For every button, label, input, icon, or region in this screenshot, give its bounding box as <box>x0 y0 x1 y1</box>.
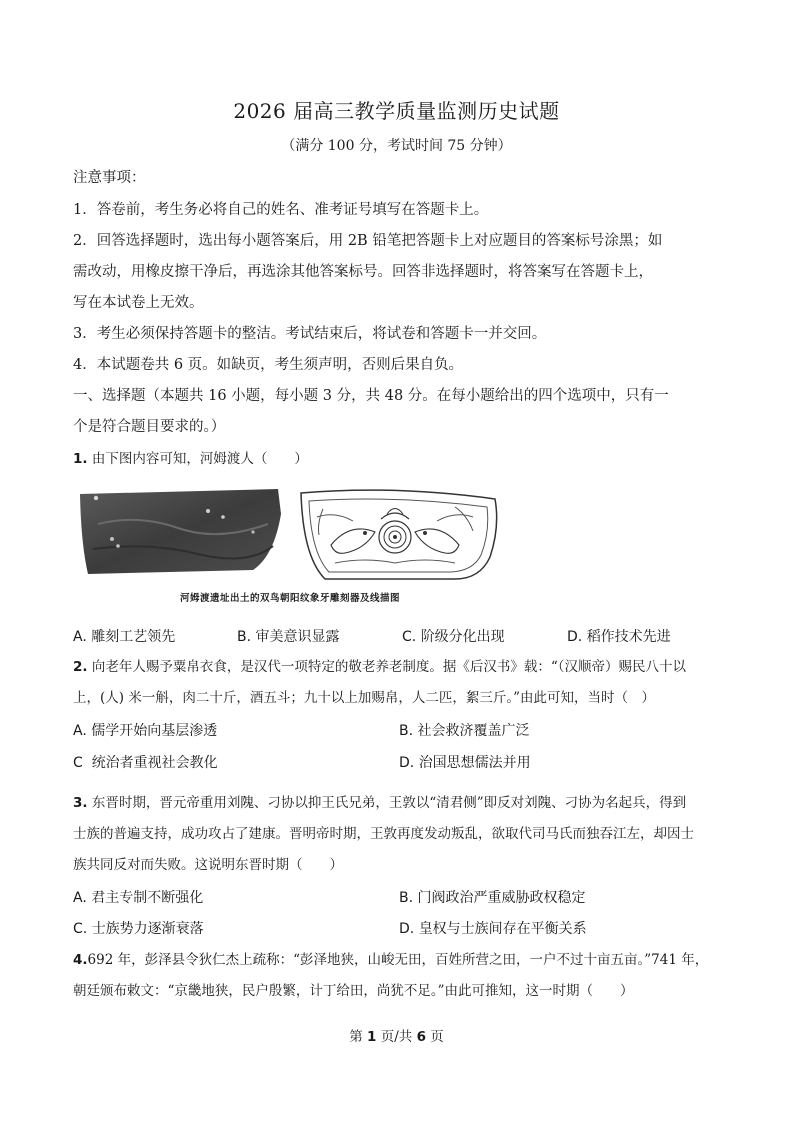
page-subtitle: （满分 100 分，考试时间 75 分钟） <box>281 138 512 154</box>
question-3 <box>73 793 723 813</box>
option-text: 治国思想儒法并用 <box>418 755 531 771</box>
q3-option-a[interactable] <box>73 887 203 907</box>
page-footer <box>0 1025 793 1045</box>
notice-item-3: 3．考生必须保持答题卡的整洁。考试结束后，将试卷和答题卡一并交回。 <box>73 326 547 342</box>
option-label: A. <box>73 723 87 739</box>
section-heading: 一、选择题（本题共 16 小题，每小题 3 分，共 48 分。在每小题给出的四个选项中，只有一 <box>73 388 669 404</box>
q1-option-d[interactable] <box>567 626 671 646</box>
page-title: 2026 届高三教学质量监测历史试题 <box>233 99 560 123</box>
option-label: A. <box>73 629 87 645</box>
q1-option-b[interactable] <box>237 626 340 646</box>
q3-option-b[interactable] <box>399 887 586 907</box>
q2-option-a[interactable] <box>73 720 217 740</box>
notice-item-1: 1．答卷前，考生务必将自己的姓名、准考证号填写在答题卡上。 <box>73 202 489 218</box>
notice-item-2-cont: 需改动，用橡皮擦干净后，再选涂其他答案标号。回答非选择题时，将答案写在答题卡上， <box>73 264 653 280</box>
q1-option-a[interactable] <box>73 626 175 646</box>
footer-text: 页/共 <box>376 1029 417 1045</box>
footer-text: 第 <box>349 1029 368 1045</box>
footer-text: 页 <box>425 1029 444 1045</box>
option-text: 阶级分化出现 <box>420 629 505 645</box>
option-label: C. <box>73 921 88 937</box>
notice-heading: 注意事项： <box>73 170 146 186</box>
current-page-number: 1 <box>367 1029 377 1045</box>
option-label: A. <box>73 890 87 906</box>
option-label: D. <box>399 755 415 771</box>
question-stem: 692 年，彭泽县令狄仁杰上疏称：“彭泽地狭，山峻无田，百姓所营之田，一户不过十亩五亩。”741 年， <box>87 952 709 968</box>
q2-option-d[interactable] <box>399 752 531 772</box>
option-text: 皇权与士族间存在平衡关系 <box>418 921 587 937</box>
total-page-count: 6 <box>416 1029 426 1045</box>
option-label: B. <box>237 629 252 645</box>
notice-item-4: 4．本试题卷共 6 页。如缺页，考生须声明，否则后果自负。 <box>73 357 464 373</box>
option-label: C <box>73 755 83 771</box>
question-3-end: 族共同反对而失败。这说明东晋时期（ ） <box>73 857 343 873</box>
q2-option-c[interactable] <box>73 752 218 772</box>
question-number: 3. <box>73 795 88 811</box>
question-number: 1. <box>73 451 88 467</box>
question-2 <box>73 657 723 677</box>
question-4-cont: 朝廷颁布敕文：“京畿地狭，民户殷繁，计丁给田，尚犹不足。”由此可推知，这一时期（ ） <box>73 983 634 999</box>
question-2-cont: 上，(人) 米一斛，肉二十斤，酒五斗；九十以上加赐帛，人二匹，絮三斤。”由此可知，当时（ ） <box>73 690 655 706</box>
question-4 <box>73 950 723 970</box>
section-heading-cont: 个是符合题目要求的。） <box>73 419 226 435</box>
option-text: 儒学开始向基层渗透 <box>91 723 218 739</box>
q1-option-c[interactable] <box>402 626 505 646</box>
option-text: 雕刻工艺领先 <box>91 629 176 645</box>
option-text: 统治者重视社会教化 <box>91 755 218 771</box>
question-stem: 向老年人赐予粟帛衣食，是汉代一项特定的敬老养老制度。据《后汉书》载：“（汉顺帝）赐民八十以 <box>87 659 686 675</box>
question-3-cont: 士族的普遍支持，成功攻占了建康。晋明帝时期，王敦再度发动叛乱，欲取代司马氏而独吞江左，却因士 <box>73 826 694 842</box>
option-label: D. <box>399 921 415 937</box>
notice-item-2-end: 写在本试卷上无效。 <box>73 295 204 311</box>
question-stem: 由下图内容可知，河姆渡人（ ） <box>87 451 308 467</box>
option-text: 士族势力逐渐衰落 <box>91 921 204 937</box>
option-text: 稻作技术先进 <box>586 629 671 645</box>
notice-item-2: 2．回答选择题时，选出每小题答案后，用 2B 铅笔把答题卡上对应题目的答案标号涂黑；如 <box>73 233 663 249</box>
option-label: D. <box>567 629 583 645</box>
question-1 <box>73 449 723 469</box>
q3-option-d[interactable] <box>399 918 587 938</box>
question-number: 4. <box>73 952 88 968</box>
question-number: 2. <box>73 659 88 675</box>
ivory-carving-photo <box>78 484 283 579</box>
option-label: B. <box>399 723 414 739</box>
question-stem: 东晋时期，晋元帝重用刘隗、刁协以抑王氏兄弟，王敦以“清君侧”即反对刘隗、刁协为名起兵，得到 <box>87 795 687 811</box>
option-label: B. <box>399 890 414 906</box>
option-text: 社会救济覆盖广泛 <box>417 723 530 739</box>
q2-option-b[interactable] <box>399 720 530 740</box>
ivory-carving-line-drawing <box>295 487 503 585</box>
option-text: 君主专制不断强化 <box>91 890 204 906</box>
option-text: 门阀政治严重威胁政权稳定 <box>417 890 586 906</box>
option-label: C. <box>402 629 417 645</box>
q3-option-c[interactable] <box>73 918 204 938</box>
option-text: 审美意识显露 <box>255 629 340 645</box>
figure-caption: 河姆渡遗址出土的双鸟朝阳纹象牙雕刻器及线描图 <box>180 593 401 604</box>
